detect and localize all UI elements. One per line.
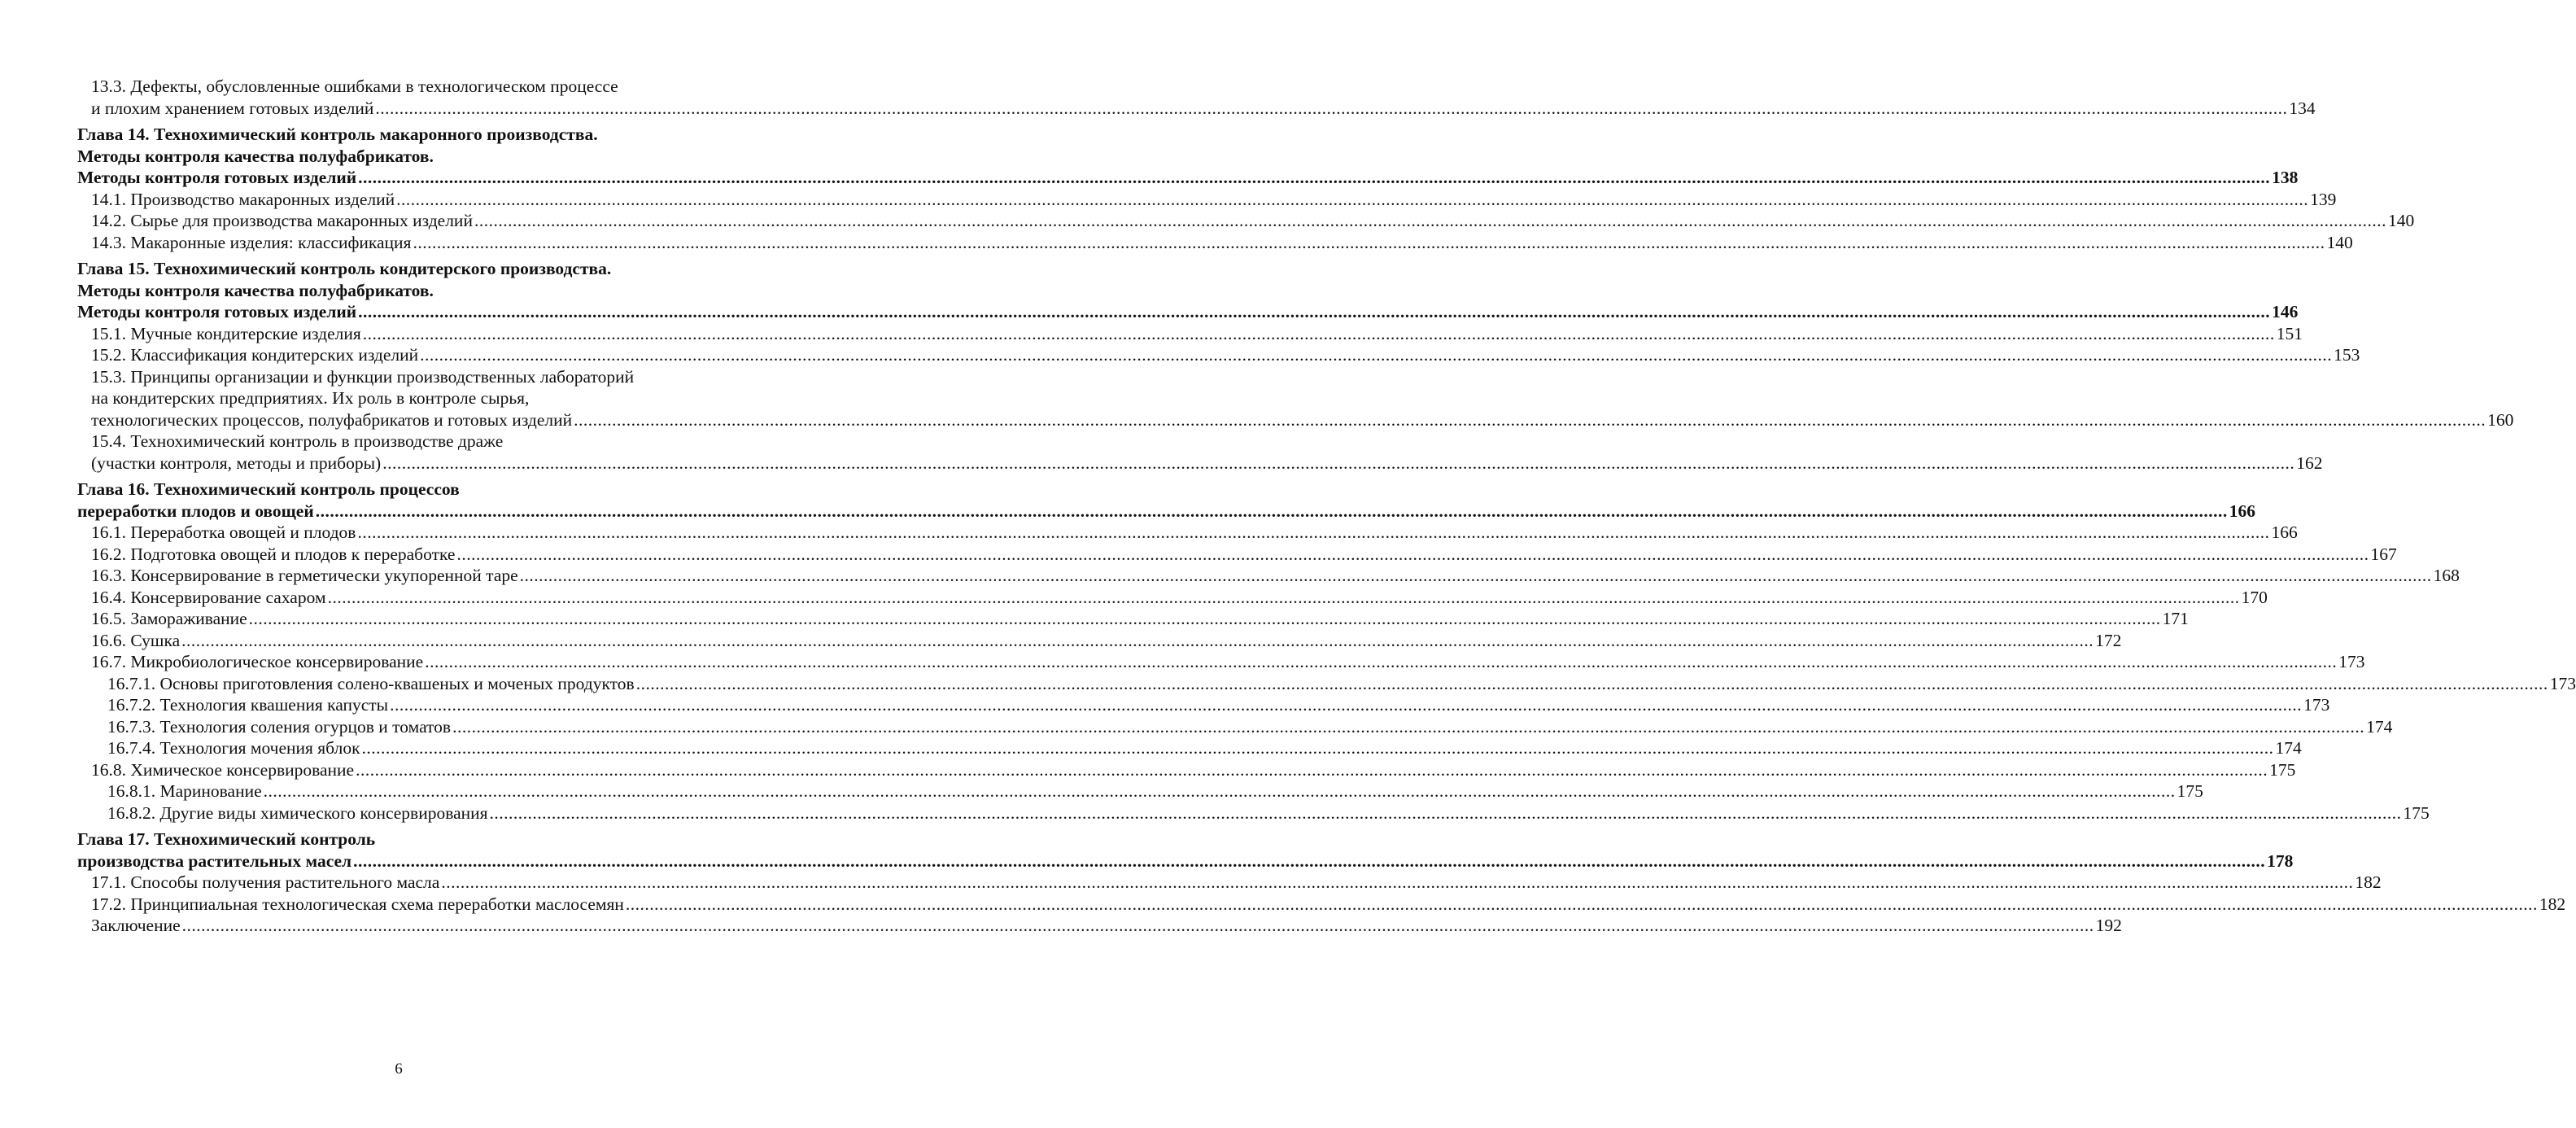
dot-leader: ................................................................................................................................................................................................................................................................................................................................................................................................................ (420, 345, 2333, 365)
toc-entry-title-line: 16.8.2. Другие виды химического консервирования (107, 802, 488, 823)
toc-entry-title-line: 16.2. Подготовка овощей и плодов к переработке (91, 544, 456, 564)
toc-entry-title-line: 15.2. Классификация кондитерских изделий (91, 345, 419, 365)
toc-entry-row (91, 232, 2353, 254)
table-of-contents (77, 76, 2576, 937)
toc-subsection-entry[interactable] (77, 780, 2203, 802)
dot-leader: ................................................................................................................................................................................................................................................................................................................................................................................................................ (356, 759, 2268, 780)
toc-entry-title-line: 15.1. Мучные кондитерские изделия (91, 323, 361, 343)
toc-entry-title-line: Методы контроля качества полуфабрикатов. (77, 280, 434, 300)
toc-entry-title-line: 17.1. Способы получения растительного масла (91, 872, 440, 892)
toc-section-entry[interactable] (77, 189, 2337, 211)
toc-entry-row (91, 344, 2360, 366)
toc-entry-row (91, 872, 2382, 894)
toc-page-number: 168 (2433, 566, 2460, 585)
dot-leader: ................................................................................................................................................................................................................................................................................................................................................................................................................ (489, 802, 2402, 823)
toc-page-number: 166 (2229, 501, 2255, 521)
toc-entry-title-line: 14.2. Сырье для производства макаронных изделий (91, 211, 473, 230)
toc-entry-title-line: переработки плодов и овощей (77, 501, 314, 521)
toc-entry-row (77, 850, 2294, 872)
toc-section-entry[interactable] (77, 76, 2316, 119)
toc-subsection-entry[interactable] (77, 716, 2393, 738)
toc-page-number: 170 (2241, 587, 2268, 607)
toc-entry-title-line: 16.7.1. Основы приготовления солено-квашеных и моченых продуктов (107, 673, 635, 693)
toc-page-number: 172 (2095, 630, 2122, 650)
toc-entry-row (91, 630, 2122, 652)
toc-entry-row (91, 453, 2323, 474)
toc-section-entry[interactable] (77, 759, 2296, 781)
toc-entry-row (91, 587, 2268, 609)
toc-entry-row (91, 189, 2337, 211)
dot-leader: ................................................................................................................................................................................................................................................................................................................................................................................................................ (396, 189, 2309, 209)
toc-entry-title-line: 14.3. Макаронные изделия: классификация (91, 232, 412, 252)
toc-section-entry[interactable] (77, 210, 2415, 232)
toc-section-entry[interactable] (77, 894, 2566, 916)
dot-leader: ................................................................................................................................................................................................................................................................................................................................................................................................................ (474, 211, 2386, 230)
toc-page-number: 153 (2334, 345, 2360, 365)
dot-leader: ................................................................................................................................................................................................................................................................................................................................................................................................................ (362, 323, 2275, 343)
toc-entry-title-line: 16.8.1. Маринование (107, 781, 262, 801)
dot-leader: ................................................................................................................................................................................................................................................................................................................................................................................................................ (456, 544, 2369, 564)
toc-entry-row (91, 759, 2296, 781)
toc-page-number: 175 (2269, 759, 2296, 780)
toc-entry-title-line: Глава 14. Технохимический контроль макаронного производства. (77, 125, 598, 144)
dot-leader: ................................................................................................................................................................................................................................................................................................................................................................................................................ (358, 302, 2271, 321)
toc-entry-row (107, 780, 2203, 802)
dot-leader: ................................................................................................................................................................................................................................................................................................................................................................................................................ (574, 409, 2486, 430)
toc-section-entry[interactable] (77, 544, 2397, 566)
dot-leader: ................................................................................................................................................................................................................................................................................................................................................................................................................ (519, 566, 2432, 585)
toc-entry-title-line: на кондитерских предприятиях. Их роль в контроле сырья, (91, 388, 530, 408)
toc-entry-title-line: 15.3. Принципы организации и функции производственных лабораторий (91, 366, 635, 387)
toc-entry-title-line: Глава 16. Технохимический контроль процессов (77, 479, 460, 499)
toc-page-number: 151 (2276, 323, 2303, 343)
toc-section-entry[interactable] (77, 431, 2323, 474)
toc-entry-row (107, 737, 2302, 759)
toc-chapter-entry[interactable] (77, 829, 2294, 872)
toc-entry-title-line: 16.7.3. Технология соления огурцов и томатов (107, 716, 452, 737)
toc-entry-row (107, 802, 2430, 824)
toc-entry-title-line: производства растительных масел (77, 850, 352, 871)
toc-entry-title-line: 16.3. Консервирование в герметически укупоренной таре (91, 566, 518, 585)
dot-leader: ................................................................................................................................................................................................................................................................................................................................................................................................................ (181, 630, 2094, 650)
dot-leader: ................................................................................................................................................................................................................................................................................................................................................................................................................ (625, 894, 2538, 914)
toc-section-entry[interactable] (77, 323, 2303, 345)
toc-entry-title-line: 17.2. Принципиальная технологическая схема переработки маслосемян (91, 894, 624, 914)
dot-leader: ................................................................................................................................................................................................................................................................................................................................................................................................................ (441, 872, 2354, 892)
toc-entry-title-line: (участки контроля, методы и приборы) (91, 453, 382, 473)
dot-leader: ................................................................................................................................................................................................................................................................................................................................................................................................................ (353, 850, 2266, 871)
toc-entry-title-line: Глава 17. Технохимический контроль (77, 829, 376, 849)
dot-leader: ................................................................................................................................................................................................................................................................................................................................................................................................................ (413, 232, 2325, 252)
toc-entry-row (91, 544, 2397, 566)
page-number: 6 (395, 1060, 403, 1078)
toc-subsection-entry[interactable] (77, 694, 2330, 716)
toc-entry-row (91, 565, 2460, 587)
toc-subsection-entry[interactable] (77, 802, 2430, 824)
toc-page-number: 182 (2355, 872, 2382, 892)
toc-entry-title-line: Методы контроля готовых изделий (77, 168, 357, 187)
toc-entry-title-line: 16.4. Консервирование сахаром (91, 587, 326, 607)
dot-leader: ................................................................................................................................................................................................................................................................................................................................................................................................................ (181, 916, 2094, 935)
toc-entry-row (77, 301, 2299, 323)
toc-section-entry[interactable] (77, 565, 2460, 587)
toc-page-number: 175 (2177, 781, 2203, 801)
toc-chapter-entry[interactable] (77, 124, 2299, 189)
toc-entry-title-line: 16.1. Переработка овощей и плодов (91, 522, 356, 542)
toc-page-number: 139 (2310, 189, 2337, 209)
toc-page-number: 167 (2370, 544, 2397, 564)
dot-leader: ................................................................................................................................................................................................................................................................................................................................................................................................................ (452, 716, 2365, 737)
toc-page-number: 174 (2366, 716, 2393, 737)
toc-entry-title-line: 16.8. Химическое консервирование (91, 759, 355, 780)
toc-subsection-entry[interactable] (77, 673, 2576, 695)
toc-entry-title-line: Методы контроля готовых изделий (77, 302, 357, 321)
toc-entry-row (107, 694, 2330, 716)
dot-leader: ................................................................................................................................................................................................................................................................................................................................................................................................................ (315, 501, 2228, 521)
toc-section-entry[interactable] (77, 630, 2122, 652)
toc-entry-row (91, 409, 2514, 431)
toc-page-number: 146 (2272, 302, 2299, 321)
toc-page-number: 192 (2095, 916, 2122, 935)
toc-subsection-entry[interactable] (77, 737, 2302, 759)
toc-entry-row (91, 608, 2189, 630)
dot-leader: ................................................................................................................................................................................................................................................................................................................................................................................................................ (248, 609, 2161, 628)
toc-entry-row (91, 894, 2566, 916)
toc-entry-row (91, 210, 2415, 232)
toc-entry-title-line: 13.3. Дефекты, обусловленные ошибками в технологическом процессе (91, 77, 618, 96)
toc-section-entry[interactable] (77, 344, 2360, 366)
toc-page-number: 134 (2289, 98, 2316, 118)
toc-entry-row (91, 651, 2365, 673)
toc-entry-row (91, 522, 2298, 544)
toc-chapter-entry[interactable] (77, 258, 2299, 323)
toc-entry-title-line: Глава 15. Технохимический контроль кондитерского производства. (77, 259, 612, 278)
toc-entry-title-line: 14.1. Производство макаронных изделий (91, 189, 395, 209)
toc-section-entry[interactable] (77, 232, 2353, 254)
toc-page-number: 182 (2539, 894, 2566, 914)
toc-section-entry[interactable] (77, 872, 2382, 894)
toc-entry-row (91, 323, 2303, 345)
toc-entry-row (107, 673, 2576, 695)
toc-section-entry[interactable] (77, 651, 2365, 673)
toc-entry-title-line: 16.7.2. Технология квашения капусты (107, 695, 389, 715)
toc-page-number: 140 (2387, 211, 2415, 230)
dot-leader: ................................................................................................................................................................................................................................................................................................................................................................................................................ (327, 587, 2240, 607)
toc-page-number: 171 (2162, 609, 2189, 628)
toc-entry-title-line: 16.5. Замораживание (91, 609, 247, 628)
toc-entry-title-line: Заключение (91, 916, 181, 935)
toc-chapter-entry[interactable] (77, 479, 2255, 522)
toc-entry-row (91, 915, 2122, 937)
toc-entry-row (77, 167, 2299, 189)
toc-page-number: 166 (2271, 522, 2298, 542)
toc-section-entry[interactable] (77, 915, 2122, 937)
toc-entry-title-line: 15.4. Технохимический контроль в производстве драже (91, 431, 504, 451)
toc-entry-title-line: и плохим хранением готовых изделий (91, 98, 374, 118)
toc-page-number: 138 (2272, 168, 2299, 187)
dot-leader: ................................................................................................................................................................................................................................................................................................................................................................................................................ (390, 695, 2303, 715)
toc-section-entry[interactable] (77, 608, 2189, 630)
dot-leader: ................................................................................................................................................................................................................................................................................................................................................................................................................ (357, 522, 2270, 542)
dot-leader: ................................................................................................................................................................................................................................................................................................................................................................................................................ (382, 453, 2295, 473)
toc-entry-title-line: 16.7. Микробиологическое консервирование (91, 652, 424, 671)
toc-page-number: 160 (2487, 409, 2514, 430)
toc-entry-title-line: технологических процессов, полуфабрикатов и готовых изделий (91, 409, 573, 430)
toc-section-entry[interactable] (77, 366, 2514, 431)
dot-leader: ................................................................................................................................................................................................................................................................................................................................................................................................................ (361, 738, 2274, 758)
toc-page-number: 140 (2326, 232, 2353, 252)
toc-page-number: 173 (2303, 695, 2330, 715)
toc-entry-title-line: 16.6. Сушка (91, 630, 181, 650)
toc-entry-row (107, 716, 2393, 738)
toc-page-number: 173 (2338, 652, 2365, 671)
dot-leader: ................................................................................................................................................................................................................................................................................................................................................................................................................ (635, 673, 2548, 693)
toc-page-number: 178 (2267, 850, 2294, 871)
toc-page-number: 174 (2275, 738, 2302, 758)
toc-section-entry[interactable] (77, 587, 2268, 609)
toc-page-number: 162 (2296, 453, 2323, 473)
dot-leader: ................................................................................................................................................................................................................................................................................................................................................................................................................ (263, 781, 2176, 801)
dot-leader: ................................................................................................................................................................................................................................................................................................................................................................................................................ (375, 98, 2288, 118)
toc-entry-row (77, 501, 2255, 522)
toc-entry-title-line: Методы контроля качества полуфабрикатов. (77, 146, 434, 166)
toc-page-number: 173 (2549, 673, 2576, 693)
dot-leader: ................................................................................................................................................................................................................................................................................................................................................................................................................ (358, 168, 2271, 187)
toc-page-number: 175 (2403, 802, 2430, 823)
toc-entry-row (91, 98, 2316, 120)
toc-entry-title-line: 16.7.4. Технология мочения яблок (107, 738, 360, 758)
toc-section-entry[interactable] (77, 522, 2298, 544)
dot-leader: ................................................................................................................................................................................................................................................................................................................................................................................................................ (425, 652, 2338, 671)
